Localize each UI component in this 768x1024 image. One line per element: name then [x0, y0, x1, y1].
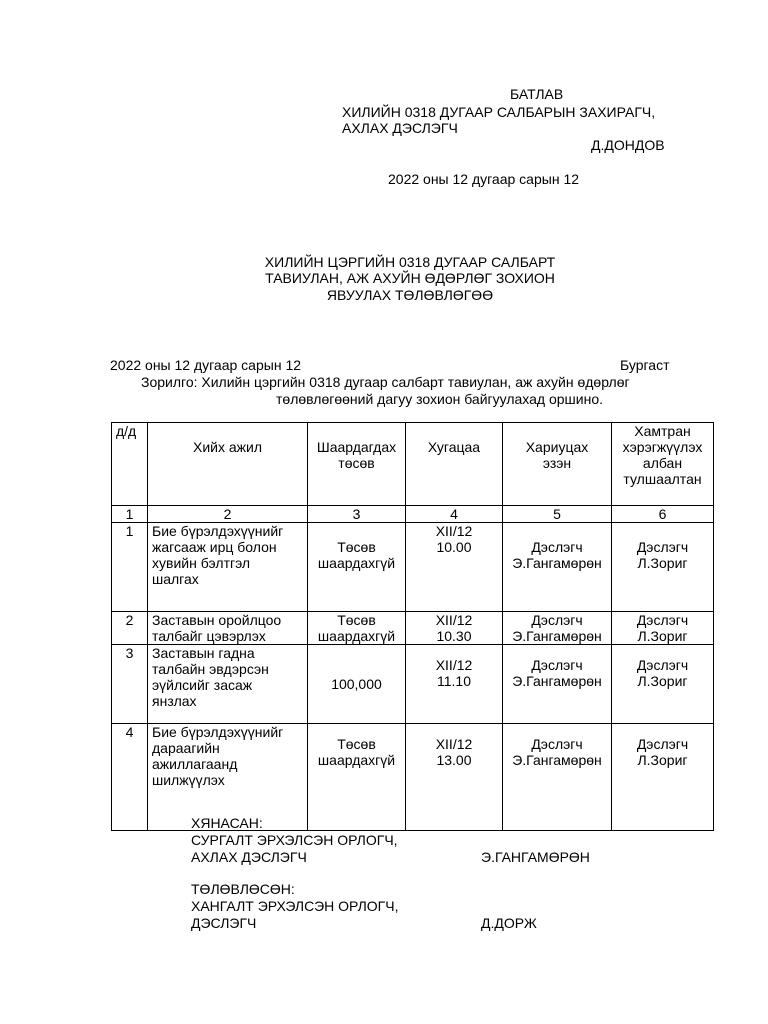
row-number: 1: [112, 523, 148, 612]
column-number: 1: [112, 506, 148, 523]
table-column-number-row: [112, 506, 714, 523]
row-task: Заставын оройлцоо талбайг цэвэрлэх: [148, 612, 308, 645]
table-row: [112, 523, 714, 612]
column-number: 6: [612, 506, 714, 523]
column-number: 3: [308, 506, 406, 523]
header-cooperating: Хамтран хэрэгжүүлэх албан тулшаалтан: [612, 423, 714, 506]
planned-label: ТӨЛӨВЛӨСӨН:: [191, 881, 295, 897]
header-no: д/д: [112, 423, 148, 506]
reviewed-position-line1: СУРГАЛТ ЭРХЭЛСЭН ОРЛОГЧ,: [191, 832, 398, 848]
row-deadline: XII/12 11.10: [406, 645, 503, 724]
table-header-row: [112, 423, 714, 506]
header-budget: Шаардагдах төсөв: [308, 423, 406, 506]
approval-position-line2: АХЛАХ ДЭСЛЭГЧ: [342, 120, 458, 136]
row-responsible: Дэслэгч Э.Гангамөрөн: [503, 612, 612, 645]
row-number: 3: [112, 645, 148, 724]
goal-line2: төлөвлөгөөний дагуу зохион байгуулахад оршино.: [276, 391, 604, 407]
row-cooperating: Дэслэгч Л.Зориг: [612, 645, 714, 724]
table-row: [112, 612, 714, 645]
row-responsible: Дэслэгч Э.Гангамөрөн: [503, 724, 612, 831]
row-cooperating: Дэслэгч Л.Зориг: [612, 523, 714, 612]
header-task: Хийх ажил: [148, 423, 308, 506]
column-number: 2: [148, 506, 308, 523]
reviewed-position-line2: АХЛАХ ДЭСЛЭГЧ: [191, 849, 307, 865]
approval-name: Д.ДОНДОВ: [591, 137, 665, 153]
row-budget: Төсөв шаардахгүй: [308, 724, 406, 831]
row-task: Бие бүрэлдэхүүнийг жагсааж ирц болон хувийн бэлтгэл шалгах: [148, 523, 308, 612]
document-place: Бургаст: [620, 357, 670, 373]
row-budget: Төсөв шаардахгүй: [308, 523, 406, 612]
planned-position-line1: ХАНГАЛТ ЭРХЭЛСЭН ОРЛОГЧ,: [191, 898, 399, 914]
planned-name: Д.ДОРЖ: [481, 915, 537, 931]
approval-position-line1: ХИЛИЙН 0318 ДУГААР САЛБАРЫН ЗАХИРАГЧ,: [342, 104, 656, 120]
row-task: Бие бүрэлдэхүүнийг дараагийн ажиллагаанд шилжүүлэх: [148, 724, 308, 831]
row-budget: 100,000: [308, 645, 406, 724]
row-deadline: XII/12 10.00: [406, 523, 503, 612]
header-responsible: Хариуцах эзэн: [503, 423, 612, 506]
row-task: Заставын гадна талбайн эвдэрсэн эүйлсийг засаж янзлах: [148, 645, 308, 724]
row-deadline: XII/12 10.30: [406, 612, 503, 645]
row-budget: Төсөв шаардахгүй: [308, 612, 406, 645]
document-title-line3: ЯВУУЛАХ ТӨЛӨВЛӨГӨӨ: [326, 287, 494, 303]
planned-position-line2: ДЭСЛЭГЧ: [191, 915, 257, 931]
reviewed-name: Э.ГАНГАМӨРӨН: [481, 849, 590, 865]
document-title-line2: ТАВИУЛАН, АЖ АХУЙН ӨДӨРЛӨГ ЗОХИОН: [265, 270, 555, 286]
document-date: 2022 оны 12 дугаар сарын 12: [110, 357, 302, 373]
row-deadline: XII/12 13.00: [406, 724, 503, 831]
goal-line1: Зорилго: Хилийн цэргийн 0318 дугаар салбарт тавиулан, аж ахуйн өдөрлөг: [141, 374, 630, 390]
row-responsible: Дэслэгч Э.Гангамөрөн: [503, 645, 612, 724]
column-number: 4: [406, 506, 503, 523]
reviewed-label: ХЯНАСАН:: [191, 815, 263, 831]
column-number: 5: [503, 506, 612, 523]
row-cooperating: Дэслэгч Л.Зориг: [612, 724, 714, 831]
row-number: 2: [112, 612, 148, 645]
row-cooperating: Дэслэгч Л.Зориг: [612, 612, 714, 645]
table-row: [112, 645, 714, 724]
document-title-line1: ХИЛИЙН ЦЭРГИЙН 0318 ДУГААР САЛБАРТ: [264, 254, 556, 270]
row-responsible: Дэслэгч Э.Гангамөрөн: [503, 523, 612, 612]
approval-date: 2022 оны 12 дугаар сарын 12: [388, 171, 580, 187]
plan-table: [111, 422, 714, 831]
row-number: 4: [112, 724, 148, 831]
header-deadline: Хугацаа: [406, 423, 503, 506]
approval-label: БАТЛАВ: [510, 86, 564, 102]
